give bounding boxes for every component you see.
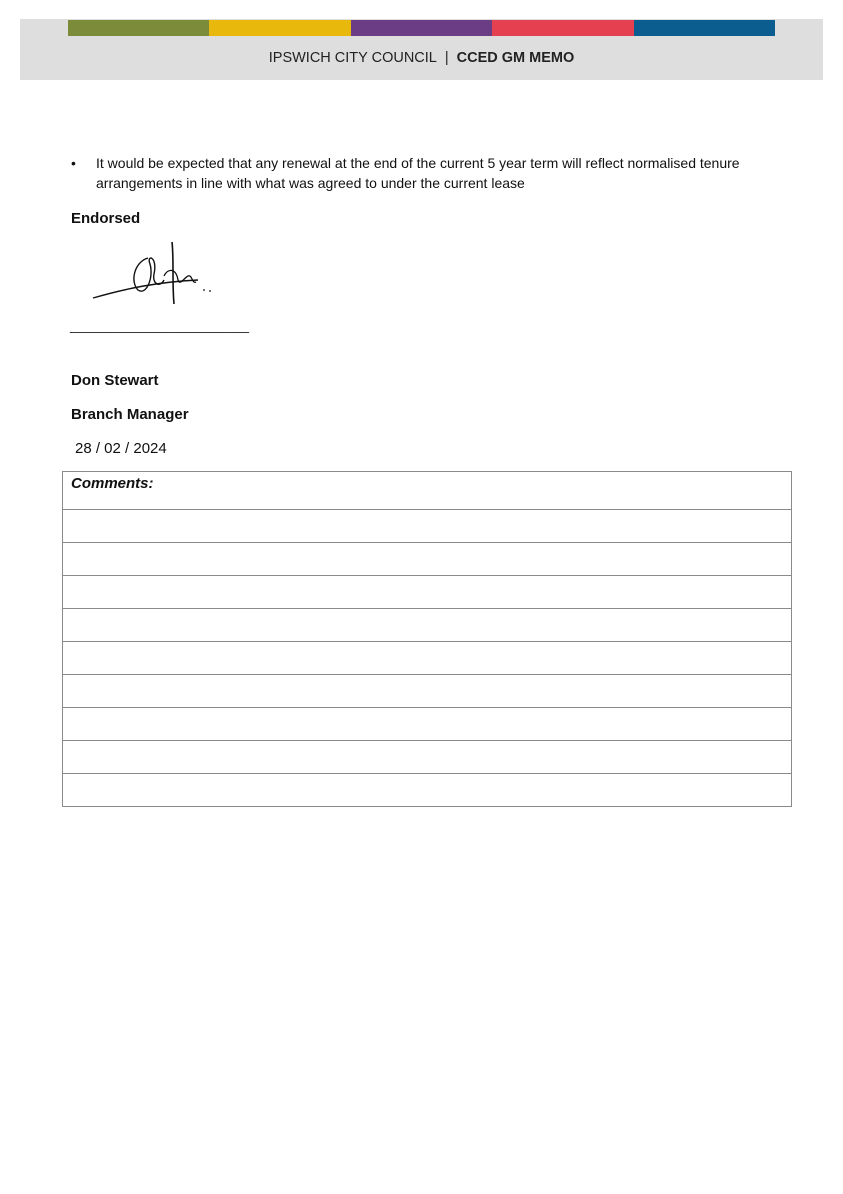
- signature-image: [88, 238, 228, 308]
- color-bar-segment-blue: [634, 20, 775, 36]
- comments-cell[interactable]: [63, 609, 792, 642]
- comments-cell[interactable]: [63, 510, 792, 543]
- comments-row: [63, 708, 792, 741]
- comments-row: [63, 675, 792, 708]
- comments-cell[interactable]: [63, 774, 792, 807]
- comments-row: [63, 543, 792, 576]
- comments-cell[interactable]: [63, 576, 792, 609]
- comments-label: Comments:: [71, 475, 154, 492]
- color-bar-segment-yellow: [209, 20, 350, 36]
- comments-row: [63, 741, 792, 774]
- comments-cell[interactable]: [63, 741, 792, 774]
- signature-date: 28 / 02 / 2024: [75, 440, 167, 457]
- bullet-icon: •: [71, 155, 76, 171]
- color-bar-segment-green: [68, 20, 209, 36]
- signatory-name: Don Stewart: [71, 372, 159, 389]
- comments-row: [63, 609, 792, 642]
- color-bar-segment-purple: [351, 20, 492, 36]
- color-bar-segment-red: [492, 20, 633, 36]
- header-memo-label: CCED GM MEMO: [456, 50, 575, 66]
- signature-line: _______________________: [70, 317, 250, 333]
- signatory-role: Branch Manager: [71, 406, 189, 423]
- comments-row: [63, 576, 792, 609]
- header-color-bar: [68, 20, 775, 36]
- comments-row: [63, 642, 792, 675]
- comments-row: [63, 510, 792, 543]
- comments-row: [63, 774, 792, 807]
- comments-cell[interactable]: [63, 543, 792, 576]
- header-organization: IPSWICH CITY COUNCIL: [268, 50, 437, 66]
- comments-cell[interactable]: [63, 708, 792, 741]
- comments-table: [62, 471, 792, 807]
- bullet-text: It would be expected that any renewal at the end of the current 5 year term will reflect normalised tenure arrangements in line with what was agreed to under the current lease: [96, 155, 740, 191]
- comments-cell[interactable]: [63, 642, 792, 675]
- bullet-item: [71, 153, 781, 193]
- header-separator: |: [444, 50, 449, 66]
- comments-header-cell: [63, 472, 792, 510]
- endorsed-heading: Endorsed: [71, 210, 141, 227]
- header-title: [20, 50, 823, 66]
- comments-header-row: [63, 472, 792, 510]
- comments-cell[interactable]: [63, 675, 792, 708]
